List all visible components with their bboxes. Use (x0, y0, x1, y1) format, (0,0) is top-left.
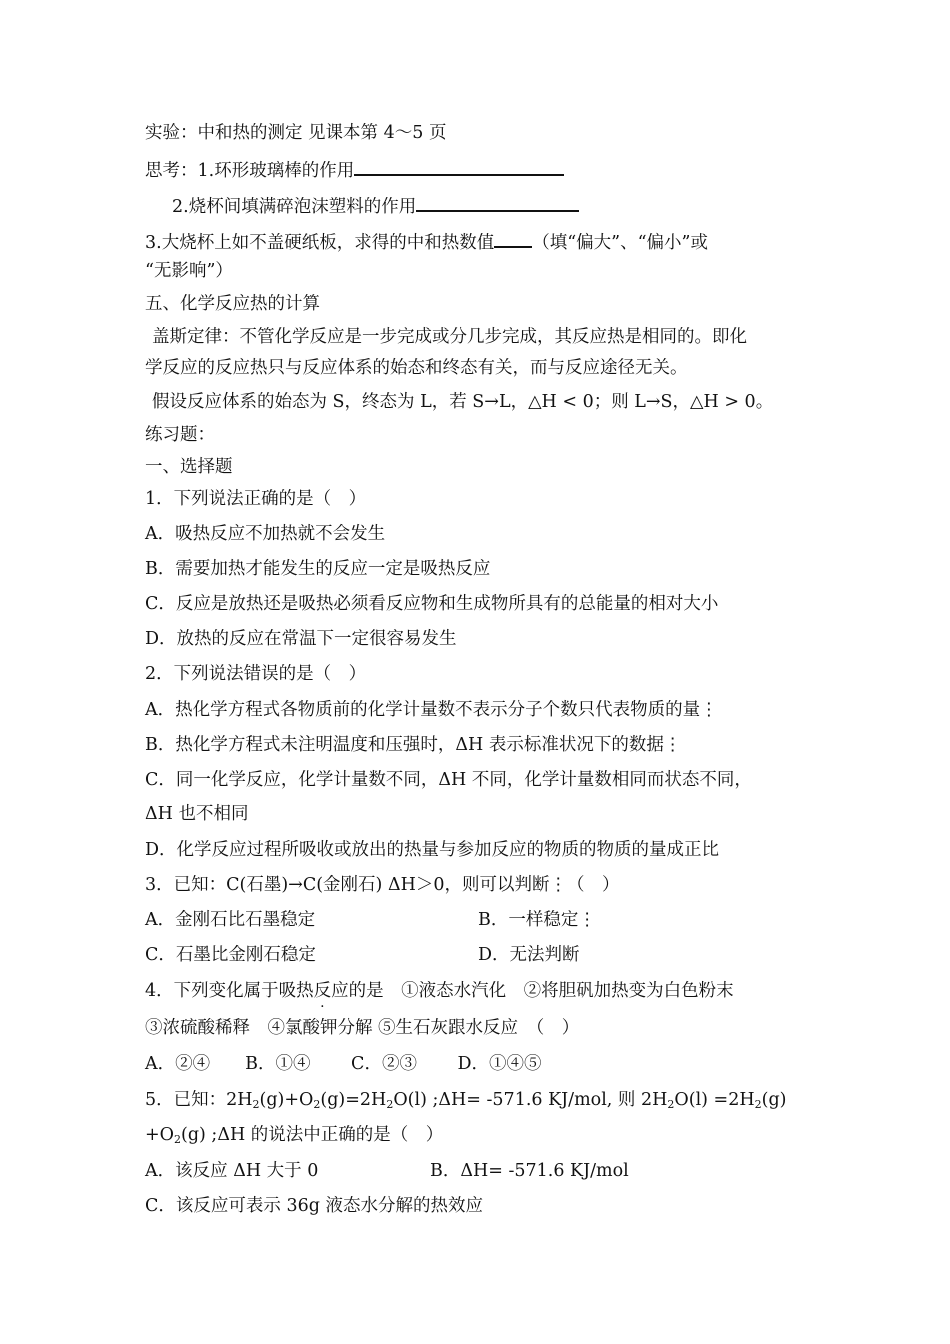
exercises-heading: 练习题： (145, 425, 215, 445)
hess-law-line-1: 盖斯定律：不管化学反应是一步完成或分几步完成，其反应热是相同的。即化 (152, 327, 747, 347)
hess-law-line-2: 学反应的反应热只与反应体系的始态和终态有关，而与反应途径无关。 (145, 358, 688, 378)
q4-options[interactable]: A．②④ B．①④ C．②③ D．①④⑤ (145, 1054, 542, 1074)
q5-option-c[interactable]: C．该反应可表示 36g 液态水分解的热效应 (145, 1196, 483, 1216)
q1-option-a[interactable]: A．吸热反应不加热就不会发生 (145, 524, 386, 544)
emphasis-dot-char: 反 (313, 981, 332, 1001)
q5-option-a[interactable]: A．该反应 ΔH 大于 0 (145, 1161, 319, 1181)
q2-option-a[interactable]: A．热化学方程式各物质前的化学计量数不表示分子个数只代表物质的量⋮ (145, 700, 718, 720)
q2-stem: 2．下列说法错误的是（ ） (145, 664, 367, 684)
choice-section-heading: 一、选择题 (145, 457, 233, 477)
think-question-3: 3.大烧杯上如不盖硬纸板，求得的中和热数值 （填“偏大”、“偏小”或 (145, 228, 708, 255)
answer-blank[interactable] (354, 156, 564, 176)
q2-option-c-line-2[interactable]: ΔH 也不相同 (145, 804, 249, 824)
q1-option-d[interactable]: D．放热的反应在常温下一定很容易发生 (145, 629, 457, 649)
q1-option-b[interactable]: B．需要加热才能发生的反应一定是吸热反应 (145, 559, 491, 579)
hess-law-example: 假设反应体系的始态为 S，终态为 L，若 S→L，△H < 0；则 L→S，△H > 0。 (152, 392, 774, 412)
q5-stem-line-2: $+O_2(g)$ ;ΔH 的说法中正确的是（ ） (145, 1125, 444, 1146)
q2-option-c-line-1[interactable]: C．同一化学反应，化学计量数不同，ΔH 不同，化学计量数相同而状态不同， (145, 770, 752, 790)
think-question-3-cont: “无影响”） (145, 261, 233, 281)
q3-option-a[interactable]: A．金刚石比石墨稳定 (145, 910, 316, 930)
think-question-1: 思考：1.环形玻璃棒的作用 (145, 156, 564, 183)
q3-options-row-1 (145, 908, 596, 932)
q5-stem-line-1: 5．已知：$2H_2(g)+O_2(g)=2H_2O(l)$ ;ΔH= -571.6 KJ/mol, 则 $2H_2O(l) =2H_2(g)$ (145, 1090, 787, 1111)
q1-option-c[interactable]: C．反应是放热还是吸热必须看反应物和生成物所具有的总能量的相对大小 (145, 594, 719, 614)
q3-option-c[interactable]: C．石墨比金刚石稳定 (145, 945, 316, 965)
answer-blank[interactable] (494, 228, 532, 248)
q3-options-row-2 (145, 943, 580, 967)
section-heading-5: 五、化学反应热的计算 (145, 294, 320, 314)
q4-stem: 4．下列变化属于吸热反应的是 ①液态水汽化 ②将胆矾加热变为白色粉末 (145, 981, 734, 1001)
q3-option-b[interactable]: B．一样稳定⋮ (478, 910, 596, 930)
experiment-line: 实验：中和热的测定 见课本第 4～5 页 (145, 123, 447, 143)
q1-stem: 1．下列说法正确的是（ ） (145, 489, 367, 509)
think-question-2: 2.烧杯间填满碎泡沫塑料的作用 (172, 192, 579, 219)
q3-option-d[interactable]: D．无法判断 (478, 945, 580, 965)
q3-stem: 3．已知：C(石墨)→C(金刚石) ΔH＞0，则可以判断⋮（ ） (145, 875, 620, 895)
answer-blank[interactable] (416, 192, 579, 212)
q4-stem-cont: ③浓硫酸稀释 ④氯酸钾分解 ⑤生石灰跟水反应 （ ） (145, 1018, 580, 1038)
q2-option-b[interactable]: B．热化学方程式未注明温度和压强时，ΔH 表示标准状况下的数据⋮ (145, 735, 682, 755)
q5-options-row-1 (145, 1159, 629, 1183)
q2-option-d[interactable]: D．化学反应过程所吸收或放出的热量与参加反应的物质的物质的量成正比 (145, 840, 720, 860)
q5-option-b[interactable]: B．ΔH= -571.6 KJ/mol (430, 1161, 629, 1181)
